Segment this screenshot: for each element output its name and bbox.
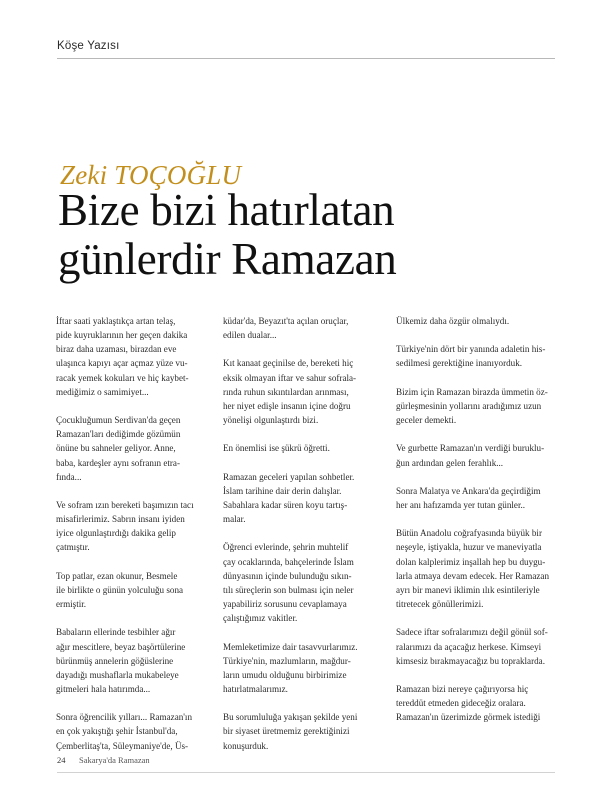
paragraph: [223, 356, 383, 427]
text-line: Ülkemiz daha özgür olmalıydı.: [396, 316, 510, 326]
text-line: Bizim için Ramazan birazda ümmetin öz-: [396, 386, 548, 397]
text-line: çay ocaklarında, bahçelerinde İslam: [223, 556, 354, 567]
text-line: İslam tarihine dair derin dalışlar.: [223, 485, 342, 496]
text-line: Ve sofram ızın bereketi başımızın tacı: [56, 500, 194, 510]
header-divider: [57, 58, 555, 59]
text-line: rında ruhun sıkıntılardan arınması,: [223, 386, 349, 397]
text-line: larla atmaya devam edecek. Her Ramazan: [396, 570, 549, 581]
paragraph: [396, 342, 556, 370]
paragraph: [223, 710, 383, 752]
paragraph: [56, 498, 216, 555]
text-line: geceler demekti.: [396, 415, 457, 426]
footer-divider: [57, 772, 555, 773]
text-line: ralarımızı da açacağız herkese. Kimseyi: [396, 641, 542, 652]
text-line: yönelişi olgunlaştırdı bizi.: [223, 415, 319, 426]
text-line: Ramazan bizi nereye çağırıyorsa hiç: [396, 683, 529, 694]
text-line: iyice olgunlaştırdığı dakika gelip: [56, 528, 176, 539]
text-line: ayrı bir manevi iklimin ılık esintileriyle: [396, 584, 540, 595]
text-line: ile birlikte o günün yolculuğu sona: [56, 584, 184, 595]
text-line: Ve gurbette Ramazan'ın verdiği buruklu-: [396, 443, 545, 454]
paragraph: [56, 625, 216, 696]
text-line: İftar saati yaklaştıkça artan telaş,: [56, 316, 176, 326]
paragraph: [396, 314, 556, 328]
section-label: Köşe Yazısı: [57, 40, 120, 52]
author-name: Zeki TOÇOĞLU: [60, 160, 242, 190]
text-line: biraz daha uzaması, birazdan eve: [56, 344, 177, 355]
text-line: her anı hafızamda yer tutan günler..: [396, 499, 526, 510]
article-column-3: [396, 314, 556, 724]
text-line: bürünmüş annelerin göğüslerine: [56, 655, 174, 666]
text-line: Kıt kanaat geçinilse de, bereketi hiç: [223, 358, 354, 369]
text-line: eksik olmayan iftar ve sahur sofrala-: [223, 372, 357, 383]
text-line: gürleşmesinin yollarını aradığımız uzun: [396, 400, 542, 411]
text-line: dolan kalplerimiz inşallah hep bu duygu-: [396, 556, 546, 567]
text-line: her niyet edişle insanın içine doğru: [223, 400, 351, 411]
paragraph: [396, 441, 556, 469]
paragraph: [396, 682, 556, 724]
text-line: titretecek gönüllerimizi.: [396, 599, 484, 610]
text-line: malar.: [223, 514, 246, 525]
text-line: Çocukluğumun Serdivan'da geçen: [56, 415, 181, 426]
text-line: Türkiye'nin dört bir yanında adaletin his-: [396, 344, 546, 355]
text-line: baba, kardeşler aynı sofranın etra-: [56, 457, 180, 468]
paragraph: [223, 640, 383, 697]
text-line: Babaların ellerinde tesbihler ağır: [56, 627, 176, 638]
text-line: Sadece iftar sofralarımızı değil gönül sof-: [396, 627, 548, 638]
text-line: Sabahlara kadar süren koyu tartış-: [223, 499, 348, 510]
text-line: Bütün Anadolu coğrafyasında büyük bir: [396, 528, 542, 539]
article-column-1: [56, 314, 216, 753]
text-line: yapabiliriz sorusunu cevaplamaya: [223, 599, 347, 610]
text-line: Türkiye'nin, mazlumların, mağdur-: [223, 655, 351, 666]
text-line: ermiştir.: [56, 599, 87, 610]
column-3-part-1: [396, 314, 556, 470]
text-line: Çemberlitaş'ta, Süleymaniye'de, Üs-: [56, 740, 189, 751]
text-line: küdar'da, Beyazıt'ta açılan oruçlar,: [223, 316, 349, 326]
text-line: önüne bu sahneler geliyor. Anne,: [56, 443, 176, 454]
text-line: tereddüt etmeden gideceğiz oralara.: [396, 698, 526, 709]
text-line: edilen dualar...: [223, 330, 277, 341]
text-line: neşeyle, iştiyakla, huzur ve maneviyatla: [396, 542, 542, 553]
paragraph: [396, 385, 556, 427]
text-line: pide kuyruklarının her geçen dakika: [56, 330, 188, 341]
text-line: çalıştığımız vakitler.: [223, 613, 298, 624]
publication-name: Sakarya'da Ramazan: [79, 755, 150, 765]
text-line: en çok yakıştığı şehir İstanbul'da,: [56, 726, 178, 737]
text-line: tılı süreçlerin son bulması için neler: [223, 584, 354, 595]
paragraph: [223, 540, 383, 625]
text-line: Memleketimize dair tasavvurlarımız.: [223, 641, 358, 652]
text-line: konuşurduk.: [223, 740, 269, 751]
title-line-2: günlerdir Ramazan: [58, 234, 397, 284]
text-line: dayadığı mushaflarla mukabeleye: [56, 669, 179, 680]
article-column-2: [223, 314, 383, 753]
text-line: sedilmesi gerektiğine inanıyorduk.: [396, 358, 523, 369]
text-line: bir siyaset üretmemiz gerektiğinizi: [223, 726, 350, 737]
text-line: racak yemek kokuları ve hiç kaybet-: [56, 372, 189, 383]
text-line: misafirlerimiz. Sabrın insanı iyiden: [56, 514, 185, 525]
column-3-part-2: [396, 484, 556, 725]
text-line: Sonra öğrencilik yılları... Ramazan'ın: [56, 712, 192, 723]
text-line: Ramazan'ları dediğimde gözümün: [56, 429, 181, 440]
paragraph: [56, 710, 216, 752]
text-line: hatırlatmalarımız.: [223, 683, 288, 694]
text-line: ağır mescitlere, beyaz başörtülerine: [56, 641, 186, 652]
text-line: çatmıştır.: [56, 542, 90, 553]
title-line-1: Bize bizi hatırlatan: [58, 185, 395, 235]
paragraph: [56, 569, 216, 611]
text-line: gitmeleri hala hatırımda...: [56, 684, 151, 694]
article-title: [58, 186, 558, 284]
text-line: fında...: [56, 471, 82, 482]
page-number: 24: [57, 755, 66, 765]
text-line: ulaşınca kapıyı açar açmaz yüze vu-: [56, 358, 188, 369]
text-line: Ramazan geceleri yapılan sohbetler.: [223, 471, 355, 482]
text-line: En önemlisi ise şükrü öğretti.: [223, 443, 330, 454]
column-gap: [396, 470, 556, 484]
text-line: Ramazan'ın üzerimizde görmek istediği: [396, 712, 541, 723]
paragraph: [396, 526, 556, 611]
text-line: Bu sorumluluğa yakışan şekilde yeni: [223, 712, 358, 723]
text-line: ların umudu olduğunu birbirimize: [223, 669, 347, 680]
paragraph: [56, 413, 216, 484]
text-line: Öğrenci evlerinde, şehrin muhtelif: [223, 542, 349, 553]
text-line: kimsesiz bırakmayacağız bu topraklarda.: [396, 655, 545, 666]
text-line: ğun ardından gelen ferahlık...: [396, 457, 504, 468]
text-line: Sonra Malatya ve Ankara'da geçirdiğim: [396, 485, 541, 496]
text-line: dünyasının içinde bulunduğu sıkın-: [223, 570, 352, 581]
paragraph: [223, 314, 383, 342]
text-line: Top patlar, ezan okunur, Besmele: [56, 570, 178, 581]
text-line: mediğimiz o samimiyet...: [56, 386, 149, 397]
paragraph: [396, 484, 556, 512]
paragraph: [223, 441, 383, 455]
paragraph: [56, 314, 216, 399]
paragraph: [223, 470, 383, 527]
paragraph: [396, 625, 556, 667]
